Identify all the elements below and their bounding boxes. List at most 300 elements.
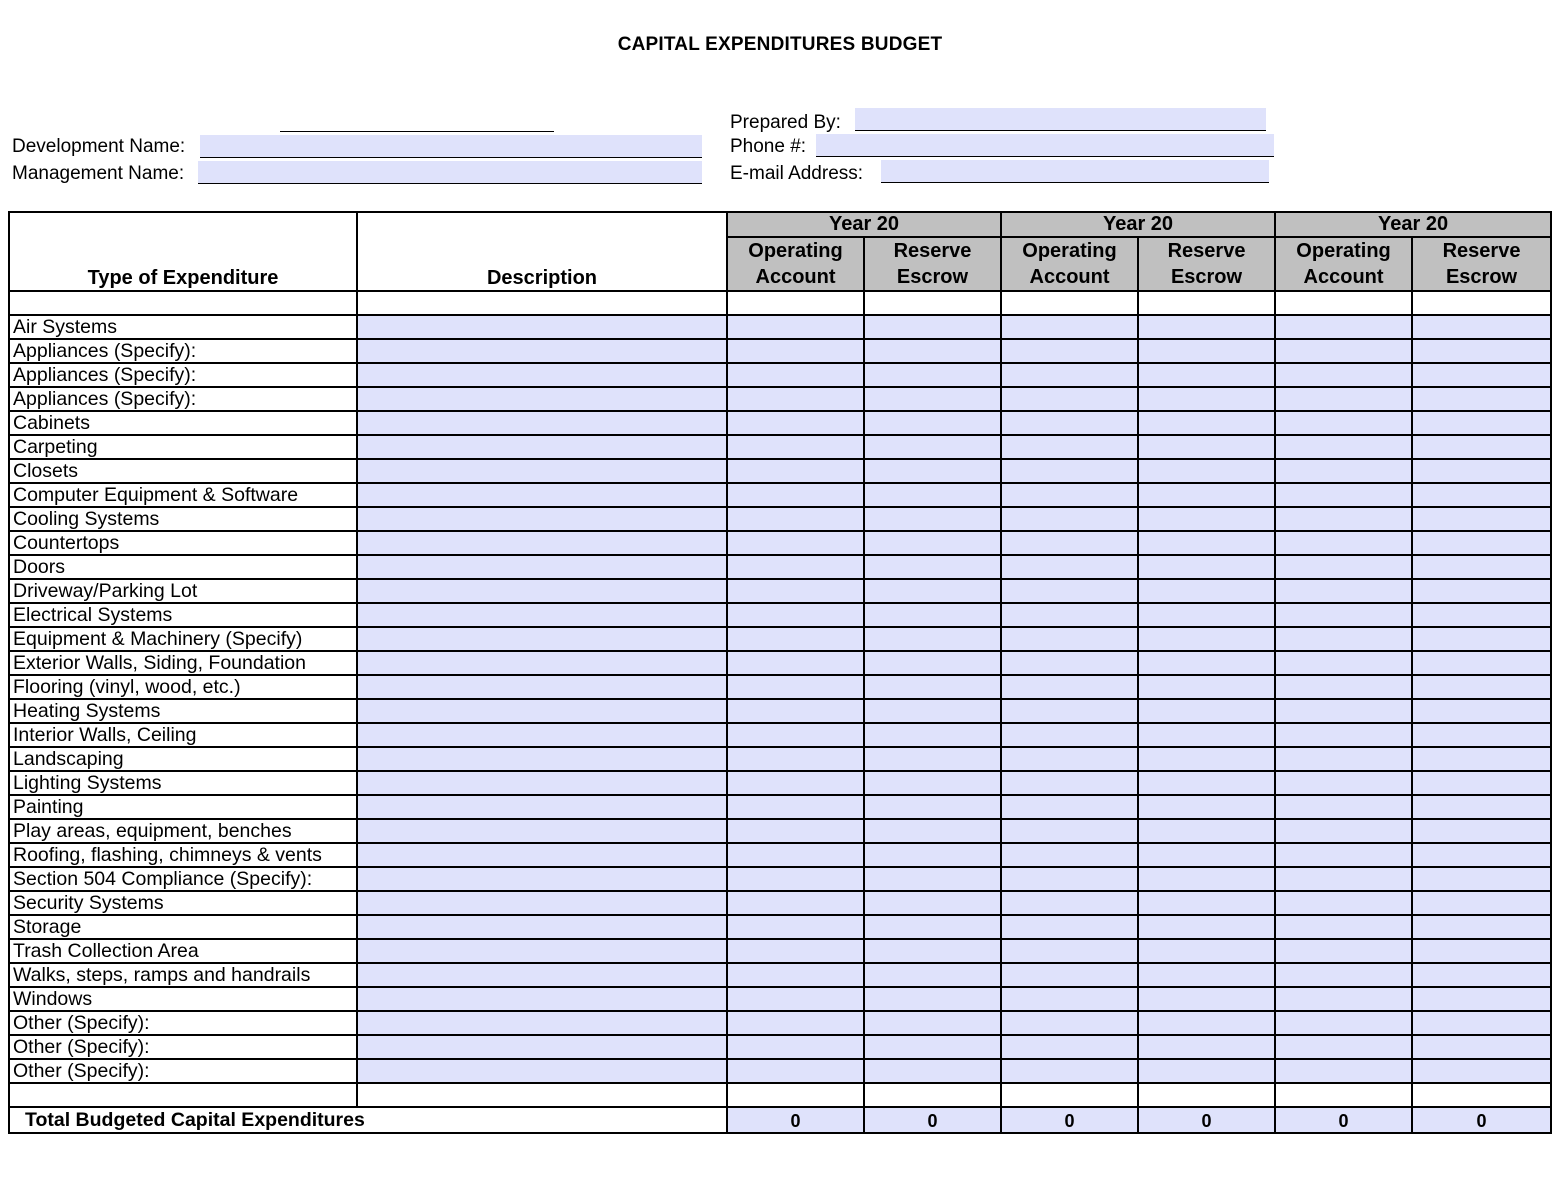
reserve-escrow-input[interactable] xyxy=(864,483,1001,507)
operating-account-input[interactable] xyxy=(1275,579,1412,603)
reserve-escrow-input[interactable] xyxy=(864,843,1001,867)
expenditure-type-label: Windows xyxy=(9,987,357,1011)
total-value: 0 xyxy=(1412,1107,1551,1133)
reserve-escrow-header-1: Reserve Escrow xyxy=(864,237,1001,291)
operating-account-input[interactable] xyxy=(1001,891,1138,915)
reserve-escrow-input[interactable] xyxy=(864,963,1001,987)
reserve-escrow-input[interactable] xyxy=(1138,1035,1275,1059)
reserve-escrow-input[interactable] xyxy=(1412,699,1551,723)
reserve-escrow-input[interactable] xyxy=(1138,819,1275,843)
table-row xyxy=(9,963,1551,987)
reserve-escrow-input[interactable] xyxy=(864,699,1001,723)
reserve-escrow-input[interactable] xyxy=(1412,627,1551,651)
operating-account-input[interactable] xyxy=(1275,459,1412,483)
year-header-3: Year 20 xyxy=(1275,212,1551,237)
expenditure-type-label: Closets xyxy=(9,459,357,483)
reserve-escrow-input[interactable] xyxy=(1412,579,1551,603)
operating-account-input[interactable] xyxy=(727,387,864,411)
operating-account-input[interactable] xyxy=(1001,579,1138,603)
operating-account-input[interactable] xyxy=(1275,531,1412,555)
reserve-escrow-input[interactable] xyxy=(864,387,1001,411)
reserve-escrow-input[interactable] xyxy=(1412,1059,1551,1083)
description-input[interactable] xyxy=(357,483,727,507)
reserve-escrow-input[interactable] xyxy=(1138,459,1275,483)
prepared-by-field[interactable] xyxy=(855,108,1266,131)
operating-account-input[interactable] xyxy=(1001,339,1138,363)
reserve-escrow-input[interactable] xyxy=(1412,1011,1551,1035)
operating-account-input[interactable] xyxy=(1275,315,1412,339)
table-row xyxy=(9,531,1551,555)
operating-account-input[interactable] xyxy=(727,675,864,699)
reserve-escrow-input[interactable] xyxy=(1138,795,1275,819)
reserve-escrow-input[interactable] xyxy=(1412,795,1551,819)
reserve-escrow-input[interactable] xyxy=(864,1035,1001,1059)
reserve-escrow-input[interactable] xyxy=(864,819,1001,843)
reserve-escrow-header-3: Reserve Escrow xyxy=(1412,237,1551,291)
operating-account-input[interactable] xyxy=(1275,699,1412,723)
expenditure-type-label: Heating Systems xyxy=(9,699,357,723)
operating-account-input[interactable] xyxy=(1001,435,1138,459)
operating-account-input[interactable] xyxy=(727,555,864,579)
operating-account-input[interactable] xyxy=(727,507,864,531)
operating-account-input[interactable] xyxy=(1001,459,1138,483)
prepared-by-label: Prepared By: xyxy=(730,112,841,133)
operating-account-input[interactable] xyxy=(1001,387,1138,411)
phone-field[interactable] xyxy=(816,134,1274,157)
table-row xyxy=(9,435,1551,459)
operating-account-input[interactable] xyxy=(727,411,864,435)
description-input[interactable] xyxy=(357,339,727,363)
expenditure-type-label: Play areas, equipment, benches xyxy=(9,819,357,843)
description-input[interactable] xyxy=(357,651,727,675)
operating-account-input[interactable] xyxy=(1275,627,1412,651)
table-row xyxy=(9,315,1551,339)
operating-account-input[interactable] xyxy=(727,795,864,819)
reserve-escrow-input[interactable] xyxy=(1412,843,1551,867)
operating-account-input[interactable] xyxy=(1001,771,1138,795)
operating-account-input[interactable] xyxy=(1275,435,1412,459)
operating-account-input[interactable] xyxy=(727,963,864,987)
expenditure-type-label: Computer Equipment & Software xyxy=(9,483,357,507)
year-header-1: Year 20 xyxy=(727,212,1001,237)
operating-account-input[interactable] xyxy=(1001,915,1138,939)
operating-account-input[interactable] xyxy=(727,435,864,459)
table-row xyxy=(9,339,1551,363)
operating-account-input[interactable] xyxy=(727,819,864,843)
operating-account-input[interactable] xyxy=(1275,1011,1412,1035)
operating-account-input[interactable] xyxy=(1275,507,1412,531)
reserve-escrow-input[interactable] xyxy=(1138,1059,1275,1083)
description-input[interactable] xyxy=(357,1059,727,1083)
reserve-escrow-input[interactable] xyxy=(1412,891,1551,915)
table-row xyxy=(9,459,1551,483)
expenditure-type-label: Countertops xyxy=(9,531,357,555)
operating-account-input[interactable] xyxy=(727,531,864,555)
expenditure-type-label: Appliances (Specify): xyxy=(9,387,357,411)
description-input[interactable] xyxy=(357,915,727,939)
reserve-escrow-input[interactable] xyxy=(1138,483,1275,507)
description-input[interactable] xyxy=(357,387,727,411)
description-input[interactable] xyxy=(357,795,727,819)
operating-account-input[interactable] xyxy=(1001,315,1138,339)
reserve-escrow-header-2: Reserve Escrow xyxy=(1138,237,1275,291)
description-input[interactable] xyxy=(357,1035,727,1059)
operating-account-input[interactable] xyxy=(1001,843,1138,867)
development-name-label: Development Name: xyxy=(12,136,186,157)
operating-account-input[interactable] xyxy=(727,939,864,963)
operating-account-input[interactable] xyxy=(1001,507,1138,531)
expenditure-type-label: Other (Specify): xyxy=(9,1035,357,1059)
operating-account-input[interactable] xyxy=(1001,363,1138,387)
email-label: E-mail Address: xyxy=(730,163,864,184)
operating-account-header-2: Operating Account xyxy=(1001,237,1138,291)
reserve-escrow-input[interactable] xyxy=(864,531,1001,555)
table-row xyxy=(9,915,1551,939)
reserve-escrow-input[interactable] xyxy=(864,891,1001,915)
description-input[interactable] xyxy=(357,891,727,915)
operating-account-input[interactable] xyxy=(727,315,864,339)
operating-account-input[interactable] xyxy=(727,723,864,747)
reserve-escrow-input[interactable] xyxy=(1412,675,1551,699)
table-row xyxy=(9,1059,1551,1083)
description-input[interactable] xyxy=(357,939,727,963)
table-row xyxy=(9,411,1551,435)
reserve-escrow-input[interactable] xyxy=(1138,1011,1275,1035)
total-value: 0 xyxy=(1275,1107,1412,1133)
reserve-escrow-input[interactable] xyxy=(1412,483,1551,507)
operating-account-header-1: Operating Account xyxy=(727,237,864,291)
reserve-escrow-input[interactable] xyxy=(1138,891,1275,915)
description-input[interactable] xyxy=(357,819,727,843)
reserve-escrow-input[interactable] xyxy=(864,987,1001,1011)
reserve-escrow-input[interactable] xyxy=(864,1011,1001,1035)
reserve-escrow-input[interactable] xyxy=(1138,627,1275,651)
operating-account-input[interactable] xyxy=(1275,843,1412,867)
reserve-escrow-input[interactable] xyxy=(1138,435,1275,459)
operating-account-input[interactable] xyxy=(727,1059,864,1083)
operating-account-input[interactable] xyxy=(727,483,864,507)
expenditure-type-label: Other (Specify): xyxy=(9,1011,357,1035)
operating-account-input[interactable] xyxy=(1275,651,1412,675)
table-row xyxy=(9,675,1551,699)
reserve-escrow-input[interactable] xyxy=(1412,771,1551,795)
operating-account-input[interactable] xyxy=(1275,363,1412,387)
table-row xyxy=(9,363,1551,387)
operating-account-input[interactable] xyxy=(1001,627,1138,651)
description-input[interactable] xyxy=(357,771,727,795)
expenditure-type-label: Exterior Walls, Siding, Foundation xyxy=(9,651,357,675)
reserve-escrow-input[interactable] xyxy=(1138,579,1275,603)
reserve-escrow-input[interactable] xyxy=(864,627,1001,651)
reserve-escrow-input[interactable] xyxy=(864,915,1001,939)
total-row xyxy=(9,1107,1551,1133)
operating-account-input[interactable] xyxy=(727,459,864,483)
total-value: 0 xyxy=(1138,1107,1275,1133)
operating-account-input[interactable] xyxy=(727,747,864,771)
table-row xyxy=(9,483,1551,507)
operating-account-input[interactable] xyxy=(727,699,864,723)
operating-account-input[interactable] xyxy=(727,339,864,363)
budget-table xyxy=(8,211,1552,1134)
description-input[interactable] xyxy=(357,675,727,699)
operating-account-input[interactable] xyxy=(1001,795,1138,819)
expenditure-type-label: Flooring (vinyl, wood, etc.) xyxy=(9,675,357,699)
reserve-escrow-input[interactable] xyxy=(1412,387,1551,411)
reserve-escrow-input[interactable] xyxy=(864,435,1001,459)
table-row xyxy=(9,987,1551,1011)
reserve-escrow-input[interactable] xyxy=(1138,771,1275,795)
description-input[interactable] xyxy=(357,363,727,387)
operating-account-input[interactable] xyxy=(1001,675,1138,699)
operating-account-input[interactable] xyxy=(1275,771,1412,795)
reserve-escrow-input[interactable] xyxy=(1412,507,1551,531)
management-name-label: Management Name: xyxy=(12,163,185,184)
phone-label: Phone #: xyxy=(730,136,807,157)
expenditure-type-label: Lighting Systems xyxy=(9,771,357,795)
description-input[interactable] xyxy=(357,963,727,987)
operating-account-input[interactable] xyxy=(1275,939,1412,963)
reserve-escrow-input[interactable] xyxy=(1412,555,1551,579)
reserve-escrow-input[interactable] xyxy=(1138,339,1275,363)
operating-account-input[interactable] xyxy=(1275,963,1412,987)
reserve-escrow-input[interactable] xyxy=(1412,315,1551,339)
reserve-escrow-input[interactable] xyxy=(1412,651,1551,675)
expenditure-type-label: Roofing, flashing, chimneys & vents xyxy=(9,843,357,867)
management-name-field[interactable] xyxy=(198,161,702,184)
operating-account-input[interactable] xyxy=(1001,651,1138,675)
operating-account-input[interactable] xyxy=(1001,747,1138,771)
reserve-escrow-input[interactable] xyxy=(1412,459,1551,483)
operating-account-input[interactable] xyxy=(1001,1011,1138,1035)
table-row xyxy=(9,699,1551,723)
reserve-escrow-input[interactable] xyxy=(1412,963,1551,987)
expenditure-type-label: Appliances (Specify): xyxy=(9,339,357,363)
operating-account-input[interactable] xyxy=(1001,1059,1138,1083)
reserve-escrow-input[interactable] xyxy=(864,1059,1001,1083)
reserve-escrow-input[interactable] xyxy=(1138,699,1275,723)
reserve-escrow-input[interactable] xyxy=(864,723,1001,747)
operating-account-input[interactable] xyxy=(1001,963,1138,987)
reserve-escrow-input[interactable] xyxy=(1412,747,1551,771)
operating-account-input[interactable] xyxy=(1001,555,1138,579)
reserve-escrow-input[interactable] xyxy=(1138,723,1275,747)
operating-account-input[interactable] xyxy=(1001,483,1138,507)
reserve-escrow-input[interactable] xyxy=(1138,915,1275,939)
reserve-escrow-input[interactable] xyxy=(864,315,1001,339)
reserve-escrow-input[interactable] xyxy=(1412,411,1551,435)
description-input[interactable] xyxy=(357,1011,727,1035)
operating-account-input[interactable] xyxy=(727,891,864,915)
reserve-escrow-input[interactable] xyxy=(1412,435,1551,459)
table-row xyxy=(9,579,1551,603)
table-row xyxy=(9,819,1551,843)
description-input[interactable] xyxy=(357,747,727,771)
reserve-escrow-input[interactable] xyxy=(1412,819,1551,843)
operating-account-input[interactable] xyxy=(727,771,864,795)
table-row xyxy=(9,1035,1551,1059)
operating-account-input[interactable] xyxy=(727,1011,864,1035)
reserve-escrow-input[interactable] xyxy=(1412,531,1551,555)
reserve-escrow-input[interactable] xyxy=(1412,915,1551,939)
table-row xyxy=(9,843,1551,867)
operating-account-input[interactable] xyxy=(1001,867,1138,891)
expenditure-type-label: Driveway/Parking Lot xyxy=(9,579,357,603)
expenditure-type-label: Doors xyxy=(9,555,357,579)
operating-account-input[interactable] xyxy=(1275,1059,1412,1083)
operating-account-input[interactable] xyxy=(727,915,864,939)
reserve-escrow-input[interactable] xyxy=(1138,675,1275,699)
reserve-escrow-input[interactable] xyxy=(1412,363,1551,387)
table-row xyxy=(9,555,1551,579)
operating-account-input[interactable] xyxy=(1001,411,1138,435)
operating-account-input[interactable] xyxy=(1275,891,1412,915)
development-name-field[interactable] xyxy=(200,135,702,158)
reserve-escrow-input[interactable] xyxy=(1138,555,1275,579)
reserve-escrow-input[interactable] xyxy=(864,939,1001,963)
operating-account-input[interactable] xyxy=(727,363,864,387)
description-input[interactable] xyxy=(357,843,727,867)
operating-account-input[interactable] xyxy=(1275,339,1412,363)
expenditure-type-label: Security Systems xyxy=(9,891,357,915)
operating-account-input[interactable] xyxy=(1001,987,1138,1011)
operating-account-input[interactable] xyxy=(727,579,864,603)
reserve-escrow-input[interactable] xyxy=(864,507,1001,531)
reserve-escrow-input[interactable] xyxy=(1138,867,1275,891)
operating-account-input[interactable] xyxy=(1001,939,1138,963)
reserve-escrow-input[interactable] xyxy=(864,555,1001,579)
operating-account-input[interactable] xyxy=(1001,603,1138,627)
blank-row xyxy=(9,291,1551,315)
operating-account-input[interactable] xyxy=(1275,867,1412,891)
reserve-escrow-input[interactable] xyxy=(1412,939,1551,963)
operating-account-input[interactable] xyxy=(1275,603,1412,627)
reserve-escrow-input[interactable] xyxy=(864,411,1001,435)
reserve-escrow-input[interactable] xyxy=(864,603,1001,627)
reserve-escrow-input[interactable] xyxy=(864,651,1001,675)
expenditure-type-label: Section 504 Compliance (Specify): xyxy=(9,867,357,891)
description-input[interactable] xyxy=(357,459,727,483)
reserve-escrow-input[interactable] xyxy=(1138,411,1275,435)
reserve-escrow-input[interactable] xyxy=(1138,843,1275,867)
operating-account-input[interactable] xyxy=(1275,675,1412,699)
reserve-escrow-input[interactable] xyxy=(1412,339,1551,363)
reserve-escrow-input[interactable] xyxy=(864,675,1001,699)
description-input[interactable] xyxy=(357,315,727,339)
reserve-escrow-input[interactable] xyxy=(864,795,1001,819)
description-input[interactable] xyxy=(357,627,727,651)
description-input[interactable] xyxy=(357,579,727,603)
table-row xyxy=(9,627,1551,651)
operating-account-input[interactable] xyxy=(1275,723,1412,747)
reserve-escrow-input[interactable] xyxy=(1138,387,1275,411)
reserve-escrow-input[interactable] xyxy=(1138,747,1275,771)
operating-account-input[interactable] xyxy=(727,627,864,651)
expenditure-type-label: Air Systems xyxy=(9,315,357,339)
reserve-escrow-input[interactable] xyxy=(1138,963,1275,987)
reserve-escrow-input[interactable] xyxy=(1138,315,1275,339)
reserve-escrow-input[interactable] xyxy=(1138,531,1275,555)
reserve-escrow-input[interactable] xyxy=(1138,507,1275,531)
operating-account-input[interactable] xyxy=(1275,915,1412,939)
operating-account-input[interactable] xyxy=(727,603,864,627)
blank-row xyxy=(9,1083,1551,1107)
operating-account-input[interactable] xyxy=(1275,1035,1412,1059)
reserve-escrow-input[interactable] xyxy=(1412,1035,1551,1059)
operating-account-input[interactable] xyxy=(1275,411,1412,435)
description-input[interactable] xyxy=(357,987,727,1011)
reserve-escrow-input[interactable] xyxy=(864,867,1001,891)
operating-account-input[interactable] xyxy=(1001,531,1138,555)
description-input[interactable] xyxy=(357,507,727,531)
operating-account-input[interactable] xyxy=(1275,483,1412,507)
operating-account-input[interactable] xyxy=(1275,987,1412,1011)
operating-account-input[interactable] xyxy=(1001,819,1138,843)
description-input[interactable] xyxy=(357,699,727,723)
operating-account-input[interactable] xyxy=(727,651,864,675)
operating-account-input[interactable] xyxy=(1275,795,1412,819)
reserve-escrow-input[interactable] xyxy=(864,363,1001,387)
description-input[interactable] xyxy=(357,603,727,627)
reserve-escrow-input[interactable] xyxy=(864,771,1001,795)
table-row xyxy=(9,939,1551,963)
operating-account-input[interactable] xyxy=(727,843,864,867)
reserve-escrow-input[interactable] xyxy=(1412,603,1551,627)
reserve-escrow-input[interactable] xyxy=(1138,603,1275,627)
email-field[interactable] xyxy=(881,160,1269,183)
operating-account-input[interactable] xyxy=(727,1035,864,1059)
description-input[interactable] xyxy=(357,531,727,555)
operating-account-input[interactable] xyxy=(1001,699,1138,723)
table-row xyxy=(9,723,1551,747)
expenditure-type-label: Carpeting xyxy=(9,435,357,459)
expenditure-type-label: Storage xyxy=(9,915,357,939)
operating-account-input[interactable] xyxy=(1001,1035,1138,1059)
description-input[interactable] xyxy=(357,867,727,891)
expenditure-type-label: Interior Walls, Ceiling xyxy=(9,723,357,747)
operating-account-input[interactable] xyxy=(1275,747,1412,771)
reserve-escrow-input[interactable] xyxy=(864,579,1001,603)
description-input[interactable] xyxy=(357,555,727,579)
reserve-escrow-input[interactable] xyxy=(1138,651,1275,675)
expenditure-type-label: Electrical Systems xyxy=(9,603,357,627)
reserve-escrow-input[interactable] xyxy=(1138,987,1275,1011)
reserve-escrow-input[interactable] xyxy=(864,747,1001,771)
operating-account-input[interactable] xyxy=(1275,387,1412,411)
type-of-expenditure-header: Type of Expenditure xyxy=(9,212,357,291)
expenditure-type-label: Landscaping xyxy=(9,747,357,771)
table-row xyxy=(9,603,1551,627)
operating-account-input[interactable] xyxy=(1001,723,1138,747)
operating-account-input[interactable] xyxy=(1275,819,1412,843)
table-row xyxy=(9,771,1551,795)
description-input[interactable] xyxy=(357,435,727,459)
reserve-escrow-input[interactable] xyxy=(1412,867,1551,891)
operating-account-input[interactable] xyxy=(727,987,864,1011)
reserve-escrow-input[interactable] xyxy=(1412,987,1551,1011)
reserve-escrow-input[interactable] xyxy=(1138,363,1275,387)
reserve-escrow-input[interactable] xyxy=(1412,723,1551,747)
table-row xyxy=(9,867,1551,891)
operating-account-input[interactable] xyxy=(1275,555,1412,579)
operating-account-input[interactable] xyxy=(727,867,864,891)
reserve-escrow-input[interactable] xyxy=(864,459,1001,483)
reserve-escrow-input[interactable] xyxy=(1138,939,1275,963)
expenditure-type-label: Cabinets xyxy=(9,411,357,435)
description-input[interactable] xyxy=(357,411,727,435)
description-input[interactable] xyxy=(357,723,727,747)
table-row xyxy=(9,507,1551,531)
reserve-escrow-input[interactable] xyxy=(864,339,1001,363)
